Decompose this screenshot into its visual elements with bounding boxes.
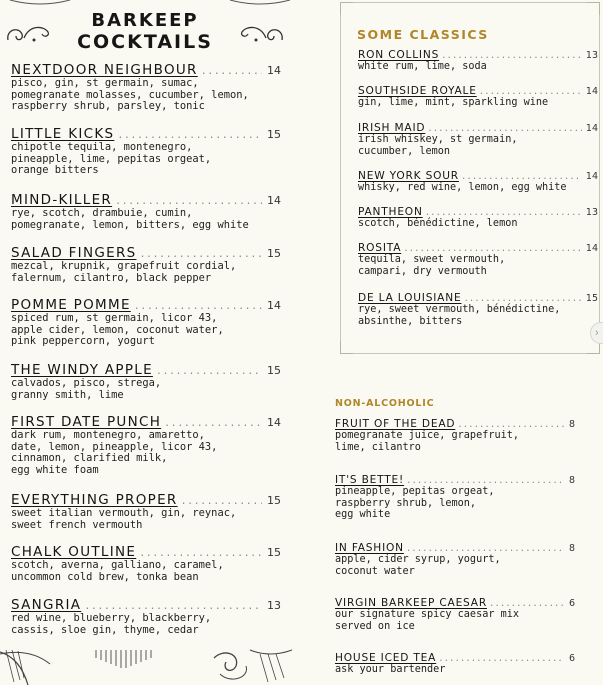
description-line: orange bitters [11,164,99,177]
description-line: campari, dry vermouth [358,265,487,277]
cocktail-name: NEXTDOOR NEIGHBOUR [11,62,198,78]
dot-leader [427,124,582,134]
dot-leader [406,476,565,486]
non-alcoholic-item [335,652,575,676]
description-line: ask your bartender [335,664,446,675]
description-line: tequila, sweet vermouth, [358,254,506,265]
classic-description [358,134,598,157]
drink-description [335,554,575,577]
cocktail-price: 14 [267,299,281,312]
drink-price: 6 [568,653,575,664]
classic-description [358,254,598,277]
classic-item [358,170,598,194]
dot-leader [461,172,582,182]
classic-description [358,304,598,327]
description-line: raspberry shrub, lemon, [335,497,477,509]
dot-leader [457,420,565,430]
description-line: rye, scotch, drambuie, cumin, [11,207,193,219]
description-line: gin, lime, mint, sparkling wine [358,97,549,108]
description-line: absinthe, bitters [358,315,463,327]
cocktail-name: SALAD FINGERS [11,245,137,261]
description-line: white rum, lime, soda [358,61,487,72]
classic-name: PANTHEON [358,206,423,218]
drink-name: VIRGIN BARKEEP CAESAR [335,597,487,609]
non-alcoholic-heading: NON-ALCOHOLIC [335,398,435,409]
cocktail-name: CHALK OUTLINE [11,544,137,560]
description-line: apple cider, lemon, coconut water, [11,323,224,336]
cocktail-name: LITTLE KICKS [11,126,115,142]
description-line: egg white foam [11,463,99,476]
classic-item [358,122,598,157]
description-line: pomegranate, lemon, bitters, egg white [11,218,249,231]
description-line: lime, cilantro [335,441,421,453]
description-line: cucumber, lemon [358,145,451,157]
description-line: sweet french vermouth [11,518,143,531]
description-line: falernum, cilantro, black pepper [11,271,212,284]
cocktail-name: MIND-KILLER [11,192,113,208]
description-line: calvados, pisco, strega, [11,377,162,389]
drink-description [335,609,575,632]
swirl-right-icon [238,18,286,48]
cocktail-description [11,560,281,583]
cocktail-item [11,62,281,113]
classic-description [358,97,598,109]
classic-name: RON COLLINS [358,49,440,61]
cocktail-price: 14 [267,416,281,429]
description-line: irish whiskey, st germain, [358,134,518,145]
menu-title-line1: BARKEEP [91,10,199,31]
description-line: scotch, averna, galliano, caramel, [11,559,224,571]
cocktail-price: 15 [267,546,281,559]
dot-leader [438,654,565,664]
description-line: our signature spicy caesar mix [335,609,520,620]
cocktail-price: 15 [267,128,281,141]
description-line: pomegranate juice, grapefruit, [335,430,520,441]
description-line: served on ice [335,620,415,632]
classic-price: 14 [585,123,598,134]
dot-leader [84,601,262,612]
cocktail-price: 15 [267,364,281,377]
description-line: spiced rum, st germain, licor 43, [11,312,218,324]
footer-ornament [0,644,300,685]
cocktail-item [11,492,281,531]
swirl-left-icon [4,18,52,48]
classic-item [358,85,598,109]
classic-name: SOUTHSIDE ROYALE [358,85,477,97]
classic-name: IRISH MAID [358,122,426,134]
drink-price: 8 [568,475,575,486]
dot-leader [139,548,262,559]
cocktail-name: SANGRIA [11,597,82,613]
drink-description [335,430,575,453]
description-line: sweet italian vermouth, gin, reynac, [11,507,237,519]
dot-leader [489,599,565,609]
dot-leader [406,544,565,554]
drink-name: HOUSE ICED TEA [335,652,437,664]
dot-leader [117,130,262,141]
drink-description [335,486,575,521]
dot-leader [201,66,262,77]
cocktail-description [11,613,281,636]
cocktail-description [11,430,281,476]
cocktail-item [11,544,281,583]
drink-name: IN FASHION [335,542,404,554]
non-alcoholic-item [335,418,575,453]
description-line: mezcal, krupnik, grapefruit cordial, [11,260,237,272]
classic-price: 14 [585,171,598,182]
description-line: dark rum, montenegro, amaretto, [11,429,205,441]
classic-name: DE LA LOUISIANE [358,292,462,304]
cocktail-item [11,126,281,177]
classic-description [358,182,598,194]
cocktail-price: 13 [267,599,281,612]
dot-leader [425,208,582,218]
drink-price: 8 [568,419,575,430]
description-line: date, lemon, pineapple, licor 43, [11,440,218,453]
classic-description [358,61,598,73]
top-ornament [0,0,300,10]
cocktail-name: THE WINDY APPLE [11,362,153,378]
description-line: pineapple, pepitas orgeat, [335,486,495,497]
classic-price: 15 [585,293,598,304]
dot-leader [463,294,581,304]
corner-ornament-icon [340,341,353,354]
classic-price: 14 [585,86,598,97]
description-line: apple, cider syrup, yogurt, [335,554,501,565]
dot-leader [156,366,262,377]
description-line: pink peppercorn, yogurt [11,335,155,348]
non-alcoholic-item [335,597,575,632]
cocktail-name: EVERYTHING PROPER [11,492,178,508]
drink-price: 8 [568,543,575,554]
description-line: egg white [335,509,391,520]
description-line: scotch, bénédictine, lemon [358,218,518,229]
classic-price: 13 [585,50,598,61]
classic-price: 13 [585,207,598,218]
description-line: rye, sweet vermouth, bénédictine, [358,304,561,315]
description-line: chipotle tequila, montenegro, [11,141,193,153]
cocktail-item [11,192,281,231]
dot-leader [403,244,582,254]
dot-leader [134,301,262,312]
classics-heading: SOME CLASSICS [357,27,489,42]
classic-item [358,292,598,327]
drink-description [335,664,575,676]
cocktail-description [11,142,281,177]
classic-item [358,206,598,230]
description-line: pisco, gin, st germain, sumac, [11,77,199,89]
description-line: whisky, red wine, lemon, egg white [358,182,567,193]
description-line: pomegranate molasses, cucumber, lemon, [11,88,249,101]
cocktail-description [11,208,281,231]
description-line: pineapple, lime, pepitas orgeat, [11,152,212,165]
drink-name: FRUIT OF THE DEAD [335,418,456,430]
cocktail-name: POMME POMME [11,297,131,313]
cocktail-item [11,362,281,401]
classic-description [358,218,598,230]
classic-item [358,49,598,73]
drink-name: IT'S BETTE! [335,474,405,486]
dot-leader [479,87,582,97]
dot-leader [115,196,262,207]
cocktail-item [11,245,281,284]
drink-price: 6 [568,598,575,609]
description-line: cassis, sloe gin, thyme, cedar [11,623,199,636]
corner-ornament-icon [587,2,600,15]
description-line: raspberry shrub, parsley, tonic [11,100,205,113]
description-line: cinnamon, clarified milk, [11,452,168,465]
cocktail-name: FIRST DATE PUNCH [11,414,162,430]
dot-leader [441,51,582,61]
menu-title-line2: COCKTAILS [77,31,213,53]
cocktail-price: 15 [267,494,281,507]
description-line: granny smith, lime [11,388,124,401]
dot-leader [181,496,262,507]
cocktail-price: 14 [267,64,281,77]
cocktail-description [11,78,281,113]
chevron-right-icon[interactable]: › [590,322,603,344]
description-line: coconut water [335,565,415,577]
non-alcoholic-item [335,474,575,521]
cocktail-description [11,313,281,348]
cocktail-price: 14 [267,194,281,207]
cocktail-price: 15 [267,247,281,260]
cocktail-description [11,508,281,531]
cocktail-item [11,414,281,476]
description-line: red wine, blueberry, blackberry, [11,612,212,624]
dot-leader [140,249,263,260]
cocktail-item [11,597,281,636]
classic-price: 14 [585,243,598,254]
classic-name: NEW YORK SOUR [358,170,459,182]
classic-name: ROSITA [358,242,402,254]
cocktail-description [11,261,281,284]
classic-item [358,242,598,277]
cocktail-description [11,378,281,401]
corner-ornament-icon [340,2,353,15]
non-alcoholic-item [335,542,575,577]
dot-leader [164,418,262,429]
description-line: uncommon cold brew, tonka bean [11,570,199,583]
cocktail-item [11,297,281,348]
